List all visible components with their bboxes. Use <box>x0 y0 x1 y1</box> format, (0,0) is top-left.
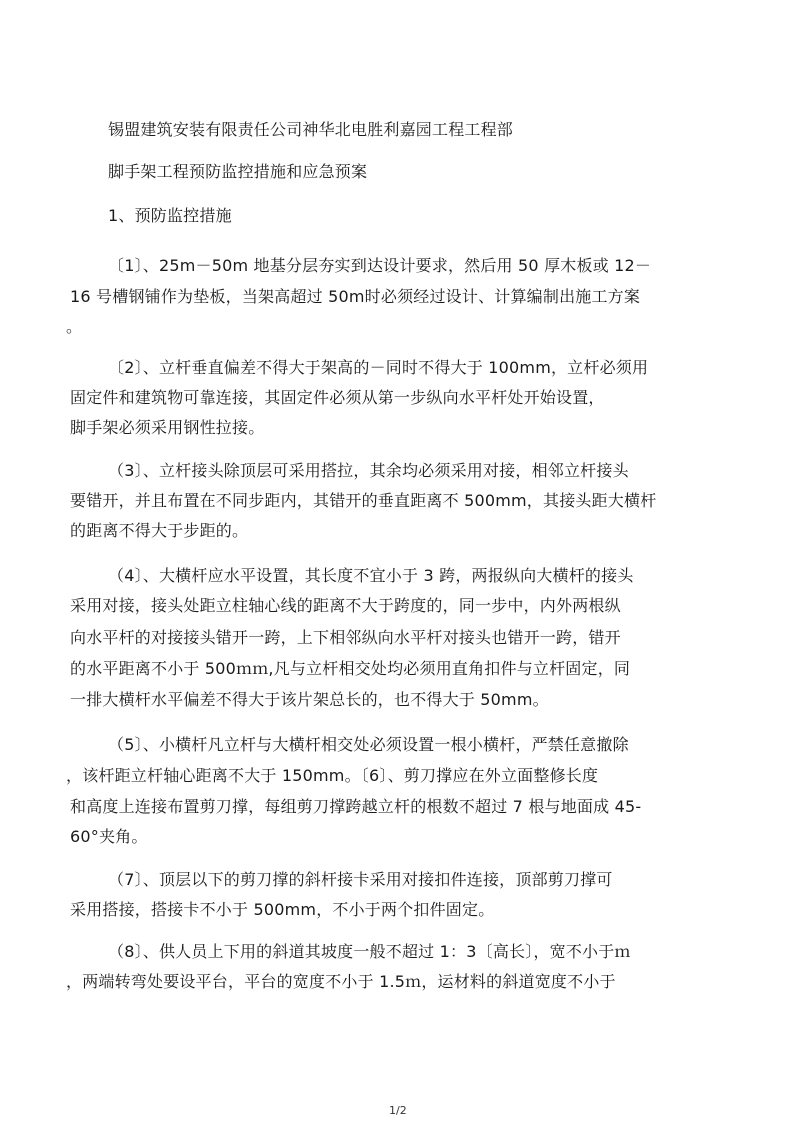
paragraph-5-line-3: 和高度上连接布置剪刀撑，每组剪刀撑跨越立杆的根数不超过 7 根与地面成 45- <box>70 797 642 816</box>
paragraph-2-line-3: 脚手架必须采用钢性拉接。 <box>70 418 265 437</box>
company-header: 锡盟建筑安装有限责任公司神华北电胜利嘉园工程工程部 <box>108 120 514 139</box>
paragraph-3-line-3: 的距离不得大于步距的。 <box>70 521 249 540</box>
paragraph-2-line-2: 固定件和建筑物可靠连接，其固定件必须从第一步纵向水平杆处开始设置， <box>70 388 605 407</box>
paragraph-5-line-1: （5〕、小横杆凡立杆与大横杆相交处必须设置一根小横杆，严禁任意撤除 <box>108 735 629 754</box>
paragraph-1-line-2: 16 号槽钢铺作为垫板，当架高超过 50m时必须经过设计、计算编制出施工方案 <box>70 287 641 306</box>
paragraph-4-line-5: 一排大横杆水平偏差不得大于该片架总长的，也不得大于 50mm。 <box>70 690 549 709</box>
paragraph-6-line-2: 采用搭接，搭接卡不小于 500mm，不小于两个扣件固定。 <box>70 900 495 919</box>
paragraph-7-line-2: ，两端转弯处要设平台，平台的宽度不小于 1.5ｍ，运材料的斜道宽度不小于 <box>66 972 616 991</box>
page-number: 1/2 <box>389 1104 407 1117</box>
paragraph-6-line-1: （7〕、顶层以下的剪刀撑的斜杆接卡采用对接扣件连接，顶部剪刀撑可 <box>108 870 613 889</box>
paragraph-4-line-1: （4〕、大横杆应水平设置，其长度不宜小于 3 跨，两报纵向大横杆的接头 <box>108 566 634 585</box>
paragraph-2-line-1: 〔2〕、立杆垂直偏差不得大于架高的－同时不得大于 100mm，立杆必须用 <box>108 358 649 377</box>
paragraph-3-line-1: （3〕、立杆接头除顶层可采用搭拉，其余均必须采用对接，相邻立杆接头 <box>108 461 629 480</box>
document-title: 脚手架工程预防监控措施和应急预案 <box>108 162 368 181</box>
paragraph-4-line-2: 采用对接，接头处距立柱轴心线的距离不大于跨度的，同一步中，内外两根纵 <box>70 596 621 615</box>
paragraph-1-line-1: 〔1〕、25m－50m 地基分层夯实到达设计要求，然后用 50 厚木板或 12－ <box>108 256 652 275</box>
paragraph-5-line-4: 60°夹角。 <box>70 827 148 846</box>
paragraph-1-line-3: 。 <box>66 317 83 336</box>
paragraph-3-line-2: 要错开，并且布置在不同步距内，其错开的垂直距离不 500mm，其接头距大横杆 <box>70 491 657 510</box>
paragraph-5-line-2: ，该杆距立杆轴心距离不大于 150mm。〔6〕、剪刀撑应在外立面整修长度 <box>66 766 599 785</box>
paragraph-4-line-4: 的水平距离不小于 500ｍｍ,凡与立杆相交处均必须用直角扣件与立杆固定，同 <box>70 659 631 678</box>
paragraph-4-line-3: 向水平杆的对接接头错开一跨，上下相邻纵向水平杆对接头也错开一跨，错开 <box>70 628 621 647</box>
paragraph-7-line-1: （8〕、供人员上下用的斜道其坡度一般不超过 1：3〔高长〕，宽不小于ｍ <box>108 942 631 961</box>
section-heading: 1、预防监控措施 <box>108 206 232 225</box>
